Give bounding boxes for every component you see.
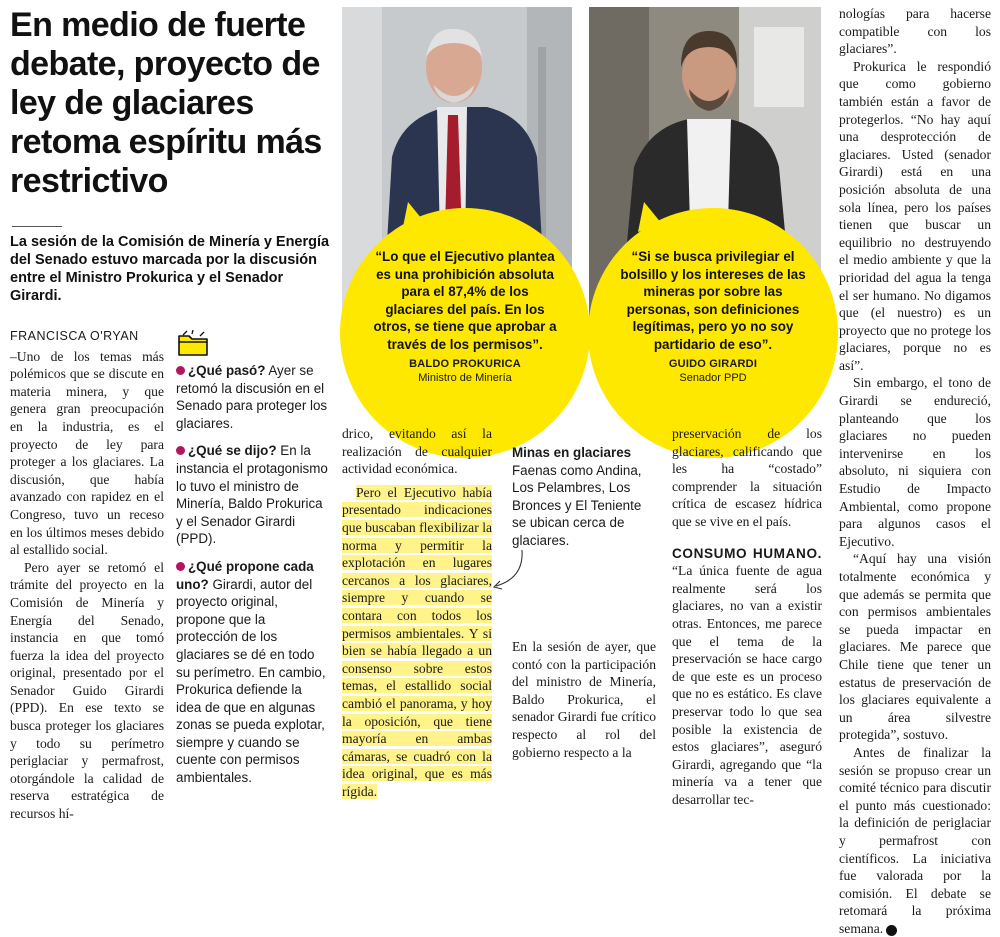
quote-bubble-prokurica bbox=[340, 208, 590, 458]
sidebar-body: Faenas como Andina, Los Pelambres, Los Bronces y El Teniente se ubican cerca de glaciares. bbox=[512, 462, 642, 548]
article-column-3 bbox=[342, 425, 492, 800]
headline-divider bbox=[12, 226, 62, 227]
col6-paragraph-2: Prokurica le respondió que como gobierno también están a favor de protegerlos. “No hay aquí una desprotección de glaciares. Usted (senador Girardi) está en una posición absoluta de una sola línea, pero los países tienen que buscar un equilibrio no destruyendo el medio ambiente y que la prioridad del agua la tenga el ser humano. No digamos que (el nuestro) es un proyecto que no protege los glaciares, porque no es así”. bbox=[839, 58, 991, 373]
article-column-1 bbox=[10, 328, 164, 823]
quote-name-girardi: GUIDO GIRARDI bbox=[668, 358, 758, 370]
article-column-5 bbox=[672, 425, 822, 808]
article-column-6 bbox=[839, 5, 991, 937]
qa-item-3: ¿Qué propone cada uno? Girardi, autor del proyecto original, propone que la protección de los glaciares se dé en todo su perímetro. En cambio, Prokurica defiende la idea de que en algunas zonas se pueda explotar, siempre y cuando se cuente con permisos ambientales. bbox=[176, 558, 326, 786]
bullet-dot-icon bbox=[176, 562, 185, 571]
quote-text-girardi: “Si se busca privilegiar el bolsillo y los intereses de las mineras por sobre las personas, son definiciones legítimas, pero yo no soy partidario de eso”. bbox=[620, 249, 806, 352]
deck: La sesión de la Comisión de Minería y Energía del Senado estuvo marcada por la discusión entre el Ministro Prokurica y el Senador Girardi. bbox=[10, 234, 330, 304]
article-column-4 bbox=[512, 638, 656, 761]
qa-box bbox=[176, 362, 329, 797]
qa-item-1: ¿Qué pasó? Ayer se retomó la discusión en el Senado para proteger los glaciares. bbox=[176, 363, 328, 431]
sidebar-minas bbox=[512, 444, 650, 549]
col6-paragraph-4: “Aquí hay una visión totalmente económica y que además se permita que con permisos ambientales se pueda impactar en glaciares. Me parece que Chile tiene que tener un estatus de preservación de los glaciares equivalente a un área silvestre protegida”, sostuvo. bbox=[839, 551, 991, 743]
bubble-tail bbox=[634, 202, 664, 232]
col6-paragraph-5: Antes de finalizar la sesión se propuso crear un comité técnico para discutir el punto más cuestionado: la definición de periglaciar y permafrost con científicos. La iniciativa fue valorada por la comisión. El debate se retomará la próxima semana. P bbox=[839, 744, 991, 936]
byline: FRANCISCA O'RYAN bbox=[10, 329, 139, 343]
col6-paragraph-3: Sin embargo, el tono de Girardi se endureció, planteando que los glaciares no pueden intervenirse en los absoluto, ni siquiera con Estudio de Impacto Ambiental, como propone para algunos casos el Ejecutivo. bbox=[839, 375, 991, 549]
bubble-tail bbox=[398, 202, 428, 232]
bullet-dot-icon bbox=[176, 446, 185, 455]
col1-paragraph-2: Pero ayer se retomó el trámite del proyecto en la Comisión de Minería y Energía del Senado, instancia en que tomó fuerza la idea del proyecto original, presentado por el Senador Guido Girardi (PPD). En ese texto se busca proteger los glaciares y todo su perímetro periglaciar y permafrost, otorgándole la calidad de reserva estratégica de recursos hí- bbox=[10, 559, 164, 822]
col6-paragraph-1: nologías para hacerse compatible con los glaciares”. bbox=[839, 6, 991, 57]
highlighted-text: Pero el Ejecutivo había presentado indicaciones que buscaban flexibilizar la norma y permitir la explotación en lugares cercanos a los glaciares, siempre y cuando se contara con todos los permisos ambientales. Y si bien se había llegado a un consenso sobre estos temas, el estallido social cambió el panorama, y hoy la oposición, que tiene mayoría en ambas cámaras, se cuadró con la idea original, que es más rígida. bbox=[342, 484, 492, 799]
col3-paragraph-2 bbox=[342, 484, 492, 801]
curved-arrow-icon bbox=[490, 548, 530, 592]
quote-role-girardi: Senador PPD bbox=[679, 372, 747, 384]
sidebar-title: Minas en glaciares bbox=[512, 445, 632, 460]
end-mark-icon: P bbox=[886, 925, 897, 936]
quote-bubble-girardi bbox=[588, 208, 838, 458]
col5-paragraph-2: CONSUMO HUMANO. “La única fuente de agua realmente será los glaciares, no van a existir otras. Entonces, me parece que el tema de la preservación se hace cargo de que este es un proceso que no es estático. Es clave preservar todo lo que sea posible la existencia de estos glaciares”, aseguró Girardi, agregando que “la minería va a tener que desarrollar tec- bbox=[672, 545, 822, 807]
headline: En medio de fuerte debate, proyecto de ley de glaciares retoma espíritu más restrictivo bbox=[10, 6, 322, 200]
col3-paragraph-1: drico, evitando así la realización de cualquier actividad económica. bbox=[342, 426, 492, 477]
folder-icon bbox=[176, 330, 212, 358]
qa-item-2: ¿Qué se dijo? En la instancia el protagonismo lo tuvo el ministro de Minería, Baldo Prokurica y el Senador Girardi (PPD). bbox=[176, 443, 328, 547]
col5-paragraph-1: preservación de los glaciares, calificando que les ha “costado” comprender la situación crítica de escasez hídrica que se vive en el país. bbox=[672, 426, 822, 529]
col4-paragraph: En la sesión de ayer, que contó con la participación del ministro de Minería, Baldo Prokurica, el senador Girardi fue crítico respecto al rol del gobierno respecto a la bbox=[512, 639, 656, 760]
quote-name-prokurica: BALDO PROKURICA bbox=[409, 358, 521, 370]
col1-paragraph-1: –Uno de los temas más polémicos que se discute en materia minera, y que genera gran preocupación en la industria, es el proyecto de ley para proteger a los glaciares. La discusión, que había avanzado con rapidez en el Congreso, tuvo un receso en los últimos meses debido al estallido social. bbox=[10, 348, 164, 558]
bullet-dot-icon bbox=[176, 366, 185, 375]
quote-text-prokurica: “Lo que el Ejecutivo plantea es una prohibición absoluta para el 87,4% de los glaciares del país. En los otros, se tiene que aprobar a través de los permisos”. bbox=[373, 249, 557, 352]
quote-role-prokurica: Ministro de Minería bbox=[418, 372, 512, 384]
subhead-consumo-humano: CONSUMO HUMANO. bbox=[672, 545, 822, 561]
